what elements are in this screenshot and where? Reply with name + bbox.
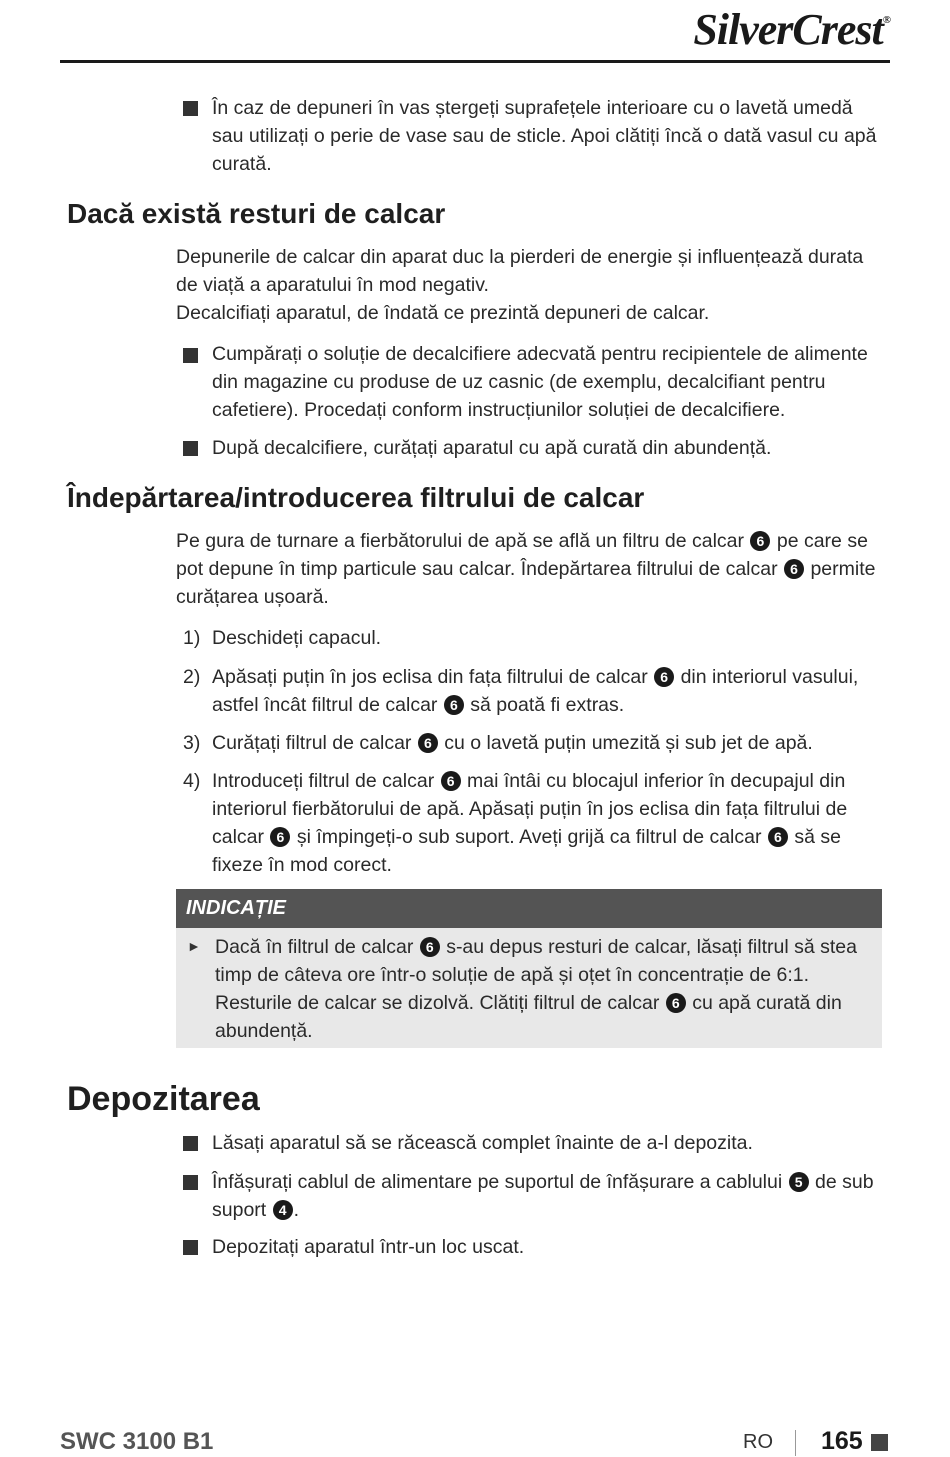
section2-intro: Pe gura de turnare a fierbătorului de apă se află un filtru de calcar 6 pe care se pot depune în timp particule sau calcar. Îndepărtarea filtrului de calcar 6 permite curățarea ușoară. [176, 530, 876, 608]
footer-square-icon [871, 1434, 888, 1451]
section-title-calcar: Dacă există resturi de calcar [67, 198, 446, 229]
ref-6-icon: 6 [270, 827, 290, 847]
step-1: Deschideți capacul. [212, 627, 382, 649]
ref-4-icon: 4 [273, 1200, 293, 1220]
footer-language: RO [743, 1431, 773, 1453]
brand-logo: SilverCrest® [693, 5, 890, 54]
section3-bullet-1: Lăsați aparatul să se răcească complet înainte de a-l depozita. [212, 1132, 753, 1154]
ref-6-icon: 6 [441, 771, 461, 791]
bullet-square-icon [183, 1175, 198, 1190]
footer-model: SWC 3100 B1 [60, 1428, 214, 1455]
header-rule [60, 60, 890, 63]
ref-6-icon: 6 [750, 531, 770, 551]
bullet-square-icon [183, 1136, 198, 1151]
footer-divider [795, 1430, 796, 1456]
bullet-square-icon [183, 101, 198, 116]
intro-bullet-text: În caz de depuneri în vas ștergeți suprafețele interioare cu o lavetă umedă sau utilizați o perie de vase sau de sticle. Apoi clătiți încă o dată vasul cu apă curată. [212, 97, 877, 175]
ref-6-icon: 6 [418, 733, 438, 753]
bullet-square-icon [183, 441, 198, 456]
step-number: 2) [183, 666, 201, 688]
section-title-filter: Îndepărtarea/introducerea filtrului de calcar [67, 482, 645, 513]
section1-paragraph: Depunerile de calcar din aparat duc la pierderi de energie și influențează durata de viață a aparatului în mod negativ. Decalcifiați aparatul, de îndată ce prezintă depuneri de calcar. [176, 246, 864, 324]
ref-5-icon: 5 [789, 1172, 809, 1192]
step-2: Apăsați puțin în jos eclisa din fața filtrului de calcar 6 din interiorul vasului, astfel încât filtrul de calcar 6 să poată fi extras. [212, 666, 859, 716]
bullet-square-icon [183, 348, 198, 363]
ref-6-icon: 6 [654, 667, 674, 687]
step-4: Introduceți filtrul de calcar 6 mai întâi cu blocajul inferior în decupajul din interiorul fierbătorului de apă. Apăsați puțin în jos eclisa din fața filtrului de calcar 6 și împingeți-o sub suport. Aveți grijă ca filtrul de calcar 6 să se fixeze în mod corect. [212, 770, 848, 876]
step-number: 3) [183, 732, 201, 754]
section3-bullet-3: Depozitați aparatul într-un loc uscat. [212, 1236, 525, 1258]
bullet-square-icon [183, 1240, 198, 1255]
ref-6-icon: 6 [784, 559, 804, 579]
note-heading: INDICAȚIE [176, 889, 882, 928]
section-title-storage: Depozitarea [67, 1080, 260, 1118]
arrow-right-icon: ► [187, 938, 201, 954]
ref-6-icon: 6 [420, 937, 440, 957]
section1-bullet-1: Cumpărați o soluție de decalcifiere adecvată pentru recipientele de alimente din magazine cu produse de uz casnic (de exemplu, decalcifiant pentru cafetiere). Procedați conform instrucțiunilor soluției de decalcifiere. [212, 343, 868, 421]
ref-6-icon: 6 [444, 695, 464, 715]
note-text: Dacă în filtrul de calcar 6 s-au depus resturi de calcar, lăsați filtrul să stea timp de câteva ore într-o soluție de apă și oțet în concentrație de 6:1. Resturile de calcar se dizolvă. Clătiți filtrul de calcar 6 cu apă curată din abundență. [215, 936, 857, 1042]
step-number: 4) [183, 770, 201, 792]
ref-6-icon: 6 [666, 993, 686, 1013]
section1-bullet-2: După decalcifiere, curățați aparatul cu apă curată din abundență. [212, 437, 772, 459]
ref-6-icon: 6 [768, 827, 788, 847]
step-3: Curățați filtrul de calcar 6 cu o lavetă puțin umezită și sub jet de apă. [212, 732, 813, 754]
section3-bullet-2: Înfășurați cablul de alimentare pe suportul de înfășurare a cablului 5 de sub suport 4 . [212, 1171, 874, 1221]
step-number: 1) [183, 627, 201, 649]
page-number: 165 [821, 1427, 863, 1455]
